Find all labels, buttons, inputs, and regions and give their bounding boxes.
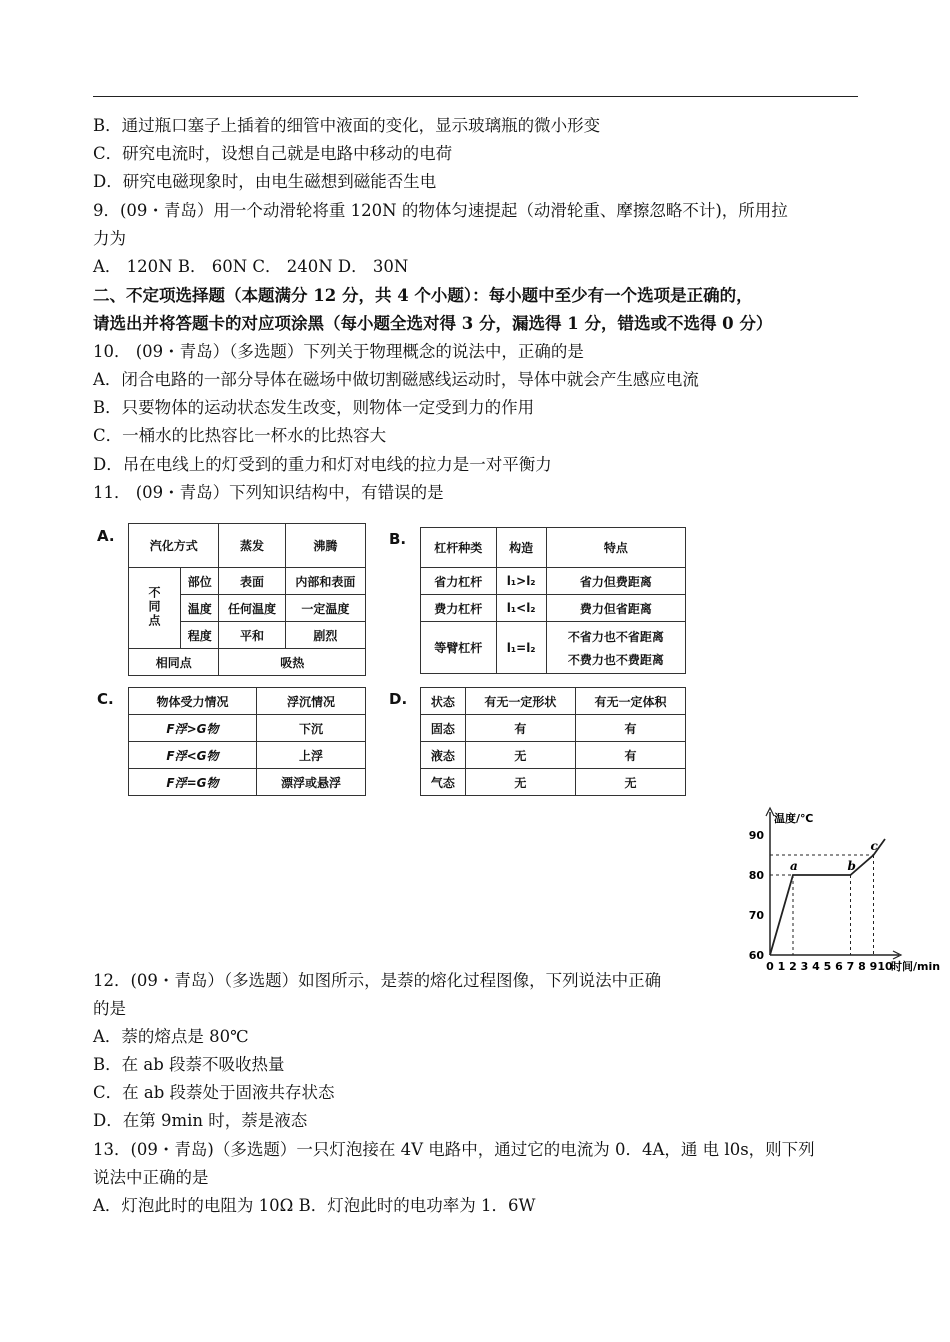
table-d-h1: 状态 [421,688,466,715]
table-a-side: 不同点 [129,568,181,649]
table-d-h3: 有无一定体积 [575,688,685,715]
table-b-cell: 等臂杠杆 [421,622,497,674]
table-a-cell: 一定温度 [285,595,365,622]
table-b-cell: 费力杠杆 [421,595,497,622]
table-c-label: C. [97,690,114,708]
q13-options: A．灯泡此时的电阻为 10Ω B．灯泡此时的电功率为 1．6W [93,1196,536,1215]
table-b-h1: 杠杆种类 [421,528,497,568]
melting-chart [740,800,948,980]
table-a-cell: 平和 [219,622,285,649]
table-b-cell: l₁=l₂ [496,622,546,674]
table-c-cell: 漂浮或悬浮 [256,769,365,796]
table-c-cell: 下沉 [256,715,365,742]
table-d-cell: 有 [575,742,685,769]
melting-curve [770,839,885,955]
table-b-cell: 省力杠杆 [421,568,497,595]
x-tick-label: 3 [800,960,809,973]
table-b-cell: 省力但费距离 [546,568,685,595]
table-a-cell: 表面 [219,568,285,595]
x-axis-label: 时间/min [891,960,941,973]
table-b [420,527,686,674]
table-b-cell [546,622,685,674]
table-a-cell: 部位 [181,568,219,595]
table-b-cell: l₁<l₂ [496,595,546,622]
table-a-cell: 相同点 [129,649,219,676]
point-label-c: c [870,839,878,853]
x-tick-label: 8 [858,960,866,973]
table-b-cell: 费力但省距离 [546,595,685,622]
table-c-cell: F浮<G物 [129,742,257,769]
x-tick-label: 2 [789,960,797,973]
y-axis-label: 温度/℃ [774,812,814,825]
table-d-cell: 有 [575,715,685,742]
table-a-label: A. [97,527,115,545]
q8-option-c: C．研究电流时，设想自己就是电路中移动的电荷 [93,144,453,163]
table-a-cell: 内部和表面 [285,568,365,595]
table-d-h2: 有无一定形状 [465,688,575,715]
q8-option-b: B．通过瓶口塞子上插着的细管中液面的变化，显示玻璃瓶的微小形变 [93,116,601,135]
table-b-cell-line2: 不费力也不费距离 [567,652,664,667]
x-tick-label: 10 [877,960,893,973]
q10-option-b: B．只要物体的运动状态发生改变，则物体一定受到力的作用 [93,398,535,417]
point-label-a: a [790,859,798,873]
table-a-cell: 程度 [181,622,219,649]
table-b-cell: l₁>l₂ [496,568,546,595]
y-tick-label: 90 [748,829,764,842]
y-tick-label: 70 [748,909,764,922]
q9-options: A． 120N B． 60N C． 240N D． 30N [93,257,409,276]
table-b-label: B. [389,530,407,548]
section-two-instructions: 请选出并将答题卡的对应项涂黑（每小题全选对得 3 分，漏选得 1 分，错选或不选得 0 分） [93,314,773,333]
point-label-b: b [847,859,856,873]
y-tick-label: 80 [748,869,764,882]
table-a-cell: 吸热 [219,649,366,676]
x-tick-label: 5 [823,960,832,973]
q9-stem-cont: 力为 [93,229,126,248]
x-tick-label: 4 [812,960,820,973]
section-two-heading: 二、不定项选择题（本题满分 12 分，共 4 个小题）：每小题中至少有一个选项是正确的， [93,286,753,305]
table-d [420,687,686,796]
table-b-h3: 特点 [546,528,685,568]
q10-option-c: C．一桶水的比热容比一杯水的比热容大 [93,426,387,445]
header-rule [93,96,858,97]
table-d-cell: 气态 [421,769,466,796]
table-c-cell: F浮=G物 [129,769,257,796]
table-a-cell: 剧烈 [285,622,365,649]
table-a [128,523,366,676]
q10-option-a: A．闭合电路的一部分导体在磁场中做切割磁感线运动时，导体中就会产生感应电流 [93,370,699,389]
q12-option-c: C．在 ab 段萘处于固液共存状态 [93,1083,335,1102]
q12-option-d: D．在第 9min 时，萘是液态 [93,1111,308,1130]
table-d-cell: 有 [465,715,575,742]
table-d-cell: 固态 [421,715,466,742]
table-c [128,687,366,796]
table-d-cell: 液态 [421,742,466,769]
q10-option-d: D．吊在电线上的灯受到的重力和灯对电线的拉力是一对平衡力 [93,455,552,474]
table-d-label: D. [389,690,408,708]
table-b-h2: 构造 [496,528,546,568]
table-a-cell: 温度 [181,595,219,622]
q9-stem: 9．(09・青岛）用一个动滑轮将重 120N 的物体匀速提起（动滑轮重、摩擦忽略不计)，所用拉 [93,201,788,220]
x-tick-label: 7 [846,960,855,973]
table-c-h2: 浮沉情况 [256,688,365,715]
table-b-cell-line1: 不省力也不省距离 [567,629,664,644]
q11-stem: 11． (09・青岛）下列知识结构中，有错误的是 [93,483,444,502]
q12-option-a: A．萘的熔点是 80℃ [93,1027,249,1046]
y-tick-label: 60 [748,949,764,962]
table-a-h2: 蒸发 [219,524,285,568]
q12-stem: 12．(09・青岛）（多选题）如图所示，是萘的熔化过程图像，下列说法中正确 [93,971,662,990]
table-c-cell: F浮>G物 [129,715,257,742]
x-tick-label: 9 [869,960,878,973]
q10-stem: 10． (09・青岛）（多选题）下列关于物理概念的说法中，正确的是 [93,342,584,361]
table-c-h1: 物体受力情况 [129,688,257,715]
q13-stem-cont: 说法中正确的是 [93,1168,209,1187]
table-d-cell: 无 [465,769,575,796]
table-d-cell: 无 [575,769,685,796]
x-tick-label: 0 [766,960,774,973]
table-a-cell: 任何温度 [219,595,285,622]
table-d-cell: 无 [465,742,575,769]
table-c-cell: 上浮 [256,742,365,769]
q13-stem: 13．(09・青岛)（多选题）一只灯泡接在 4V 电路中，通过它的电流为 0．4A，通 电 l0s，则下列 [93,1140,815,1159]
table-a-h1: 汽化方式 [129,524,219,568]
q12-option-b: B．在 ab 段萘不吸收热量 [93,1055,285,1074]
q8-option-d: D．研究电磁现象时，由电生磁想到磁能否生电 [93,172,437,191]
table-a-h3: 沸腾 [285,524,365,568]
x-tick-label: 1 [777,960,786,973]
q12-stem-cont: 的是 [93,999,126,1018]
x-tick-label: 6 [835,960,843,973]
